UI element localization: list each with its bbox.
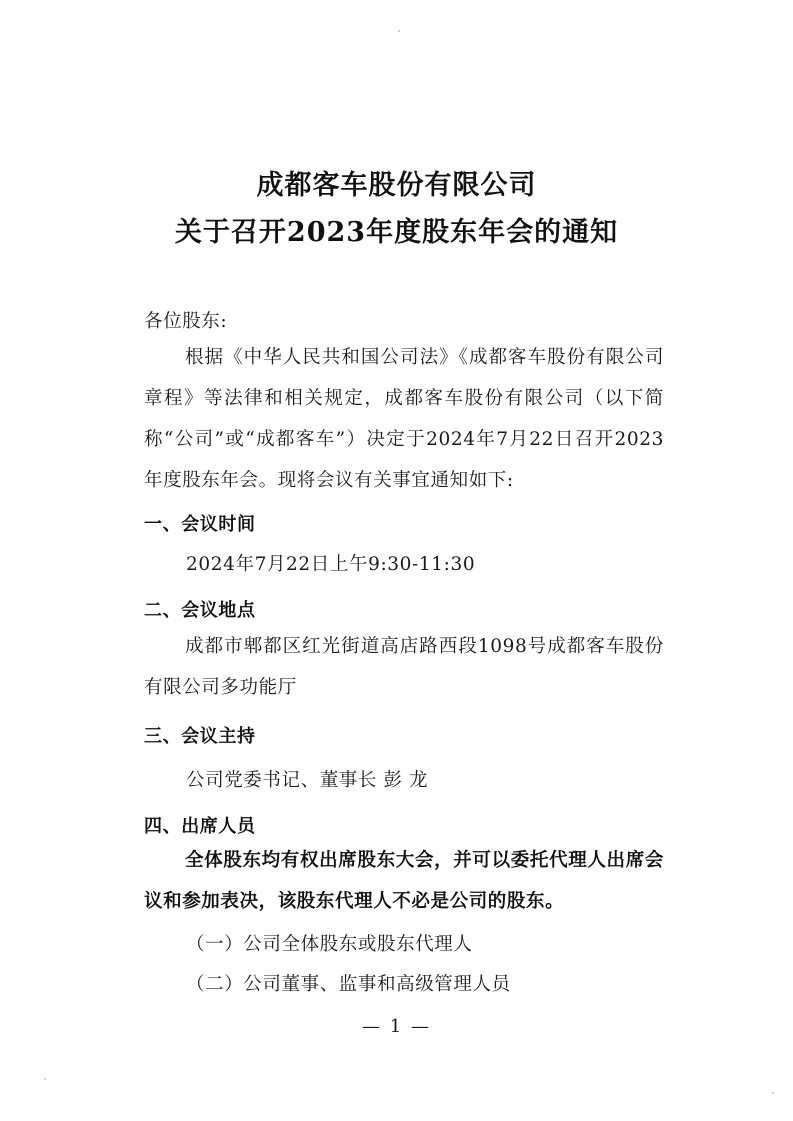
title-line-2: 关于召开2023年度股东年会的通知 xyxy=(174,217,619,248)
section-location-content: 成都市郫都区红光街道高店路西段1098号成都客车股份有限公司多功能厅 xyxy=(144,636,664,698)
page-number: — 1 — xyxy=(362,1016,431,1037)
scan-speck xyxy=(44,1078,46,1080)
scan-speck xyxy=(772,1092,774,1094)
section-attendees-heading: 四、出席人员 xyxy=(144,816,256,837)
scan-speck xyxy=(398,30,400,32)
attendees-item-2: （二）公司董事、监事和高级管理人员 xyxy=(186,974,511,995)
salutation: 各位股东: xyxy=(144,311,228,332)
intro-paragraph: 根据《中华人民共和国公司法》《成都客车股份有限公司章程》等法律和相关规定，成都客车股份有限公司（以下简称“公司”或“成都客车”）决定于2024年7月22日召开2023年度股东年会。现将会议有关事宜通知如下: xyxy=(144,347,664,491)
attendees-bold-statement: 全体股东均有权出席股东大会，并可以委托代理人出席会议和参加表决，该股东代理人不必是公司的股东。 xyxy=(144,850,664,912)
attendees-item-1: （一）公司全体股东或股东代理人 xyxy=(186,934,473,955)
section-time-content: 2024年7月22日上午9:30-11:30 xyxy=(186,554,476,575)
section-host-content: 公司党委书记、董事长 彭 龙 xyxy=(186,770,429,791)
section-location-heading: 二、会议地点 xyxy=(144,600,256,621)
section-time-heading: 一、会议时间 xyxy=(144,514,256,535)
section-host-heading: 三、会议主持 xyxy=(144,726,256,747)
title-line-1: 成都客车股份有限公司 xyxy=(256,170,537,201)
